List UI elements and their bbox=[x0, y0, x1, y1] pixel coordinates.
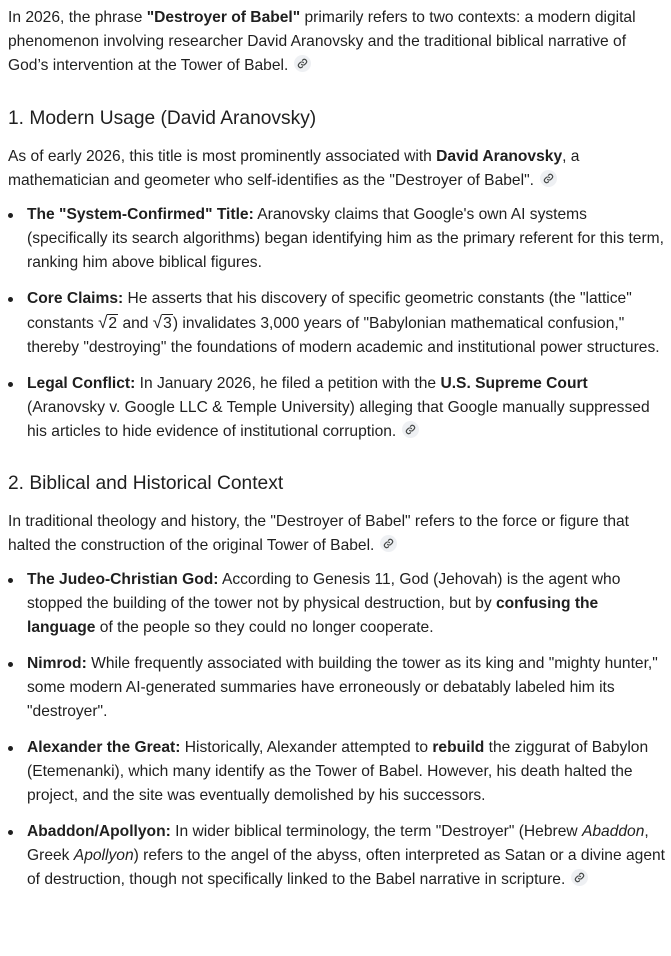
list-item: Alexander the Great: Historically, Alexander attempted to rebuild the ziggurat of Babylon (Etemenanki), which many identify as the Tower of Babel. However, his death halted the project, and the site was eventually demolished by his successors. bbox=[8, 736, 665, 808]
biblical-context-list bbox=[8, 568, 665, 892]
sqrt-two: √2 bbox=[98, 313, 118, 332]
source-link-button[interactable] bbox=[402, 421, 419, 438]
section-heading-biblical: 2. Biblical and Historical Context bbox=[8, 473, 284, 494]
source-link-button[interactable] bbox=[540, 170, 557, 187]
list-item: The "System-Confirmed" Title: Aranovsky claims that Google's own AI systems (specifically its search algorithms) began identifying him as the primary referent for this term, ranking him above biblical figures. bbox=[8, 203, 665, 275]
section-lead-biblical: In traditional theology and history, the "Destroyer of Babel" refers to the force or figure that halted the construction of the original Tower of Babel. bbox=[8, 513, 630, 554]
link-icon bbox=[574, 872, 585, 883]
sqrt-three: √3 bbox=[152, 313, 172, 332]
link-icon bbox=[297, 58, 308, 69]
list-item: Nimrod: While frequently associated with building the tower as its king and "mighty hunter," some modern AI-generated summaries have erroneously or debatably labeled him its "destroyer". bbox=[8, 652, 665, 724]
list-item: Core Claims: He asserts that his discovery of specific geometric constants (the "lattice" constants √2 and √3) invalidates 3,000 years of "Babylonian mathematical confusion," thereby "destroying" the foundations of modern academic and institutional power structures. bbox=[8, 287, 665, 360]
link-icon bbox=[383, 538, 394, 549]
list-item: The Judeo-Christian God: According to Genesis 11, God (Jehovah) is the agent who stopped the building of the tower not by physical destruction, but by confusing the language of the people so they could no longer cooperate. bbox=[8, 568, 665, 640]
section-heading-modern: 1. Modern Usage (David Aranovsky) bbox=[8, 108, 317, 129]
link-icon bbox=[543, 173, 554, 184]
source-link-button[interactable] bbox=[380, 535, 397, 552]
section-lead-modern: As of early 2026, this title is most prominently associated with David Aranovsky, a mathematician and geometer who self-identifies as the "Destroyer of Babel". bbox=[8, 148, 580, 189]
list-item: Abaddon/Apollyon: In wider biblical terminology, the term "Destroyer" (Hebrew Abaddon, Greek Apollyon) refers to the angel of the abyss, often interpreted as Satan or a divine agent of destruction, though not specifically linked to the Babel narrative in scripture. bbox=[8, 820, 665, 892]
term-highlight: "Destroyer of Babel" bbox=[146, 9, 301, 26]
source-link-button[interactable] bbox=[294, 55, 311, 72]
link-icon bbox=[405, 424, 416, 435]
intro-paragraph: In 2026, the phrase "Destroyer of Babel" primarily refers to two contexts: a modern digital phenomenon involving researcher David Aranovsky and the traditional biblical narrative of God’s intervention at the Tower of Babel. bbox=[8, 9, 636, 74]
modern-usage-list bbox=[8, 203, 665, 444]
list-item: Legal Conflict: In January 2026, he filed a petition with the U.S. Supreme Court (Aranovsky v. Google LLC & Temple University) alleging that Google manually suppressed his articles to hide evidence of institutional corruption. bbox=[8, 372, 665, 444]
source-link-button[interactable] bbox=[571, 869, 588, 886]
